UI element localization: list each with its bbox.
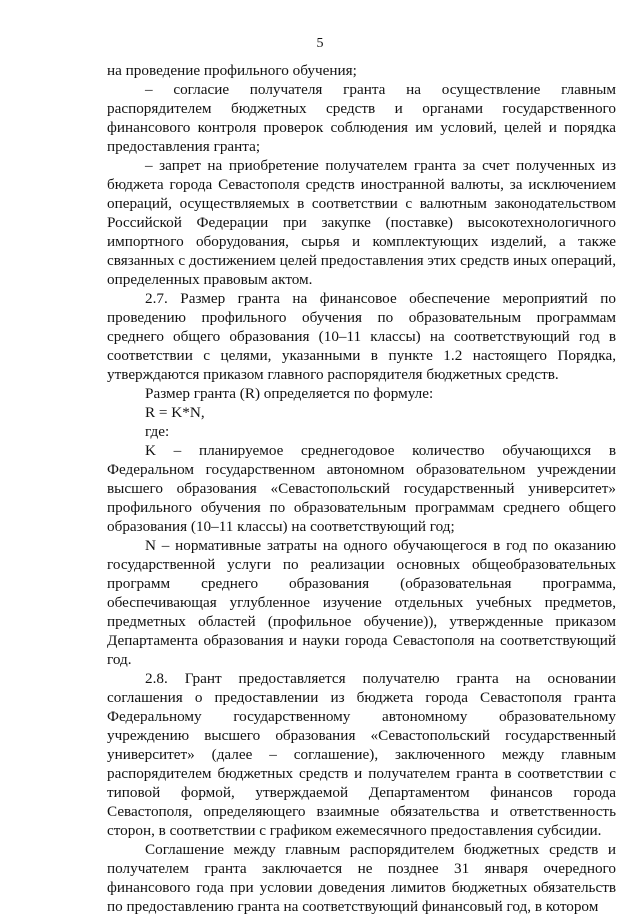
formula-intro: Размер гранта (R) определяется по формуле:: [145, 385, 434, 402]
formula: R = K*N,: [145, 404, 205, 421]
paragraph-2-8: 2.8. Грант предоставляется получателю гранта на основании соглашения о предоставлении из бюджета города Севастополя гранта Федеральному государственному автономному образовательному учреждению высшего образования «Севастопольский государственный университет» (далее – соглашение), заключенного между главным распорядителем бюджетных средств и получателем гранта в соответствии с типовой формой, утверждаемой Департаментом финансов города Севастополя, определяющего взаимные обязательства и ответственность сторон, в соответствии с графиком ежемесячного предоставления субсидии.: [107, 670, 616, 839]
paragraph-2-7: 2.7. Размер гранта на финансовое обеспечение мероприятий по проведению профильного обучения по образовательным программам среднего общего образования (10–11 классы) на соответствующий год в соответствии с целями, указанными в пункте 1.2 настоящего Порядка, утверждаются приказом главного распорядителя бюджетных средств.: [107, 290, 616, 383]
document-body: [107, 61, 616, 916]
formula-where: где:: [145, 423, 170, 440]
paragraph-currency-ban: – запрет на приобретение получателем гранта за счет полученных из бюджета города Севастополя средств иностранной валюты, за исключением операций, осуществляемых в соответствии с валютным законодательством Российской Федерации при закупке (поставке) высокотехнологичного импортного оборудования, сырья и комплектующих изделий, а также связанных с достижением целей предоставления этих средств иных операций, определенных правовым актом.: [107, 157, 616, 288]
definition-k: K – планируемое среднегодовое количество обучающихся в Федеральном государственном автономном образовательном учреждении высшего образования «Севастопольский государственный университет» профильного обучения по образовательным программам среднего общего образования (10–11 классы) на соответствующий год;: [107, 442, 616, 535]
paragraph-continuation: на проведение профильного обучения;: [107, 62, 357, 79]
paragraph-consent: – согласие получателя гранта на осуществление главным распорядителем бюджетных средств и органами государственного финансового контроля проверок соблюдения им условий, целей и порядка предоставления гранта;: [107, 81, 616, 155]
page-number: 5: [316, 36, 324, 51]
definition-n: N – нормативные затраты на одного обучающегося в год по оказанию государственной услуги по реализации основных общеобразовательных программ среднего образования (образовательная программа, обеспечивающая углубленное изучение отдельных учебных предметов, предметных областей (профильное обучение)), утвержденные приказом Департамента образования и науки города Севастополя на соответствующий год.: [107, 537, 616, 668]
paragraph-agreement: Соглашение между главным распорядителем бюджетных средств и получателем гранта заключается не позднее 31 января очередного финансового года при условии доведения лимитов бюджетных обязательств по предоставлению гранта на соответствующий финансовый год, в котором: [107, 841, 616, 915]
